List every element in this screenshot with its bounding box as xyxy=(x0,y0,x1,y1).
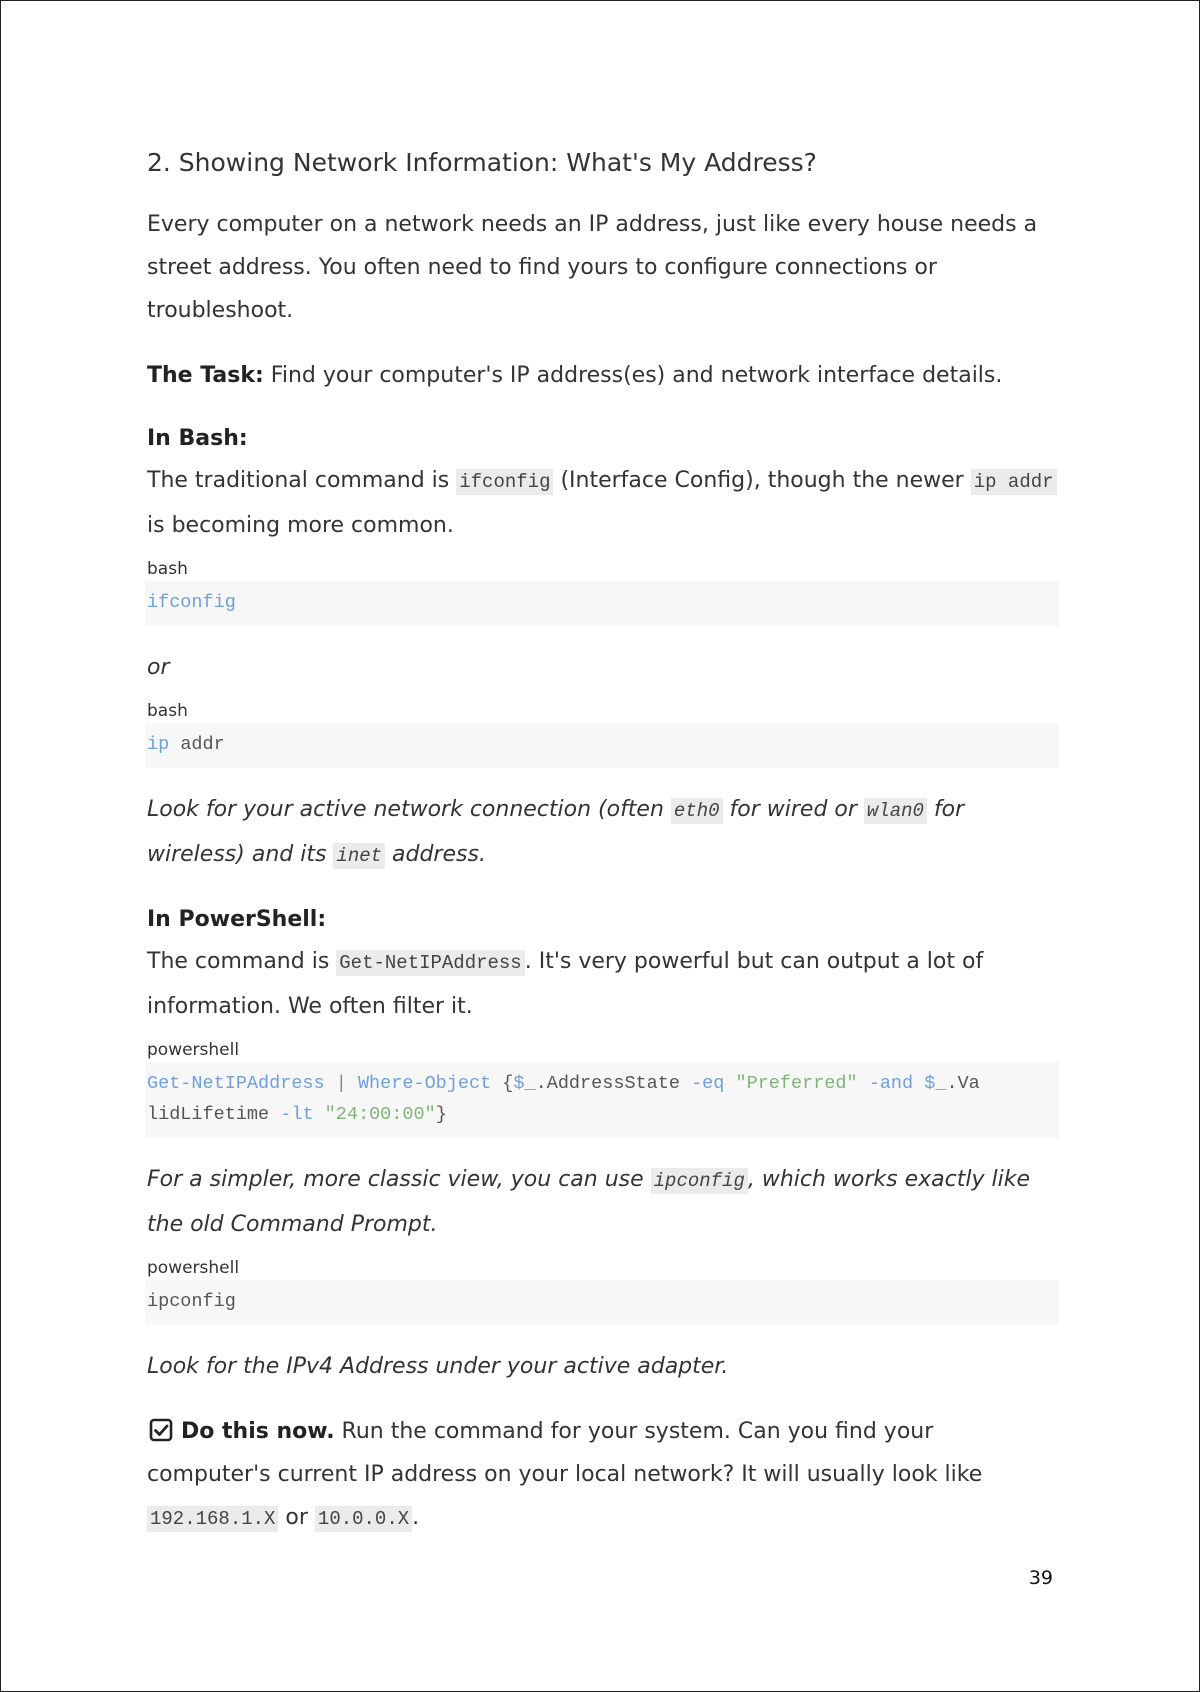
code-token: -lt xyxy=(280,1104,314,1125)
action-paragraph xyxy=(147,1410,1059,1541)
page-content xyxy=(147,143,1059,1563)
checkbox-checked-icon xyxy=(149,1414,173,1438)
code-token: Get-NetIPAddress xyxy=(147,1073,325,1094)
note-text: for wired or xyxy=(722,797,864,822)
bash-heading: In Bash: xyxy=(147,426,248,451)
or-text: or xyxy=(147,655,170,680)
inline-code-ip-example-a: 192.168.1.X xyxy=(147,1506,278,1532)
inline-code-ip-addr: ip addr xyxy=(971,469,1057,495)
bash-desc-text: is becoming more common. xyxy=(147,513,454,538)
note-text: address. xyxy=(385,842,486,867)
ps-desc-text: The command is xyxy=(147,949,337,974)
code-token: .AddressState xyxy=(535,1073,692,1094)
code-token: $_ xyxy=(924,1073,947,1094)
action-text: Run the command for your system. Can you find your computer's current IP address on your local network? It will usually look like xyxy=(147,1419,983,1487)
powershell-heading: In PowerShell: xyxy=(147,907,327,932)
code-block-ipconfig[interactable] xyxy=(145,1280,1059,1325)
inline-code-get-netipaddress: Get-NetIPAddress xyxy=(336,950,524,976)
inline-code-wlan0: wlan0 xyxy=(864,798,927,824)
action-text: or xyxy=(278,1505,315,1530)
powershell-note xyxy=(147,1158,1059,1246)
ipv4-note: Look for the IPv4 Address under your active adapter. xyxy=(147,1354,729,1379)
note-text: , which works exactly like the old Command Prompt. xyxy=(147,1167,1031,1237)
code-token: $_ xyxy=(513,1073,536,1094)
action-label: Do this now. xyxy=(181,1419,335,1444)
code-token: -and xyxy=(868,1073,914,1094)
task-text: Find your computer's IP address(es) and network interface details. xyxy=(263,363,1003,388)
code-token-command: ipconfig xyxy=(147,1291,236,1312)
inline-code-ipconfig: ipconfig xyxy=(651,1168,748,1194)
code-token xyxy=(858,1073,869,1094)
code-token: "Preferred" xyxy=(735,1073,858,1094)
code-token: lidLifetime xyxy=(147,1104,281,1125)
inline-code-inet: inet xyxy=(333,843,385,869)
code-token xyxy=(314,1104,325,1125)
code-token: "24:00:00" xyxy=(324,1104,436,1125)
bash-desc-text: (Interface Config), though the newer xyxy=(553,468,971,493)
code-token-command: ip xyxy=(147,734,170,755)
inline-code-eth0: eth0 xyxy=(671,798,723,824)
code-language-label: powershell xyxy=(147,1040,240,1060)
code-token xyxy=(913,1073,924,1094)
action-text: . xyxy=(412,1505,420,1530)
task-label: The Task: xyxy=(147,363,264,388)
note-text: Look for your active network connection (often xyxy=(147,797,671,822)
task-paragraph xyxy=(147,354,1059,397)
code-language-label: powershell xyxy=(147,1258,240,1278)
code-token: | xyxy=(324,1073,358,1094)
code-token: { xyxy=(491,1073,514,1094)
code-token-argument: addr xyxy=(169,734,225,755)
powershell-description xyxy=(147,940,1059,1028)
page-number: 39 xyxy=(1028,1567,1053,1589)
inline-code-ip-example-b: 10.0.0.X xyxy=(315,1506,412,1532)
ps-desc-text: . It's very powerful but can output a lot of information. We often filter it. xyxy=(147,949,984,1019)
code-token: Where-Object xyxy=(357,1073,492,1094)
intro-paragraph: Every computer on a network needs an IP address, just like every house needs a street address. You often need to find yours to configure connections or troubleshoot. xyxy=(147,212,1038,323)
bash-description xyxy=(147,459,1059,547)
inline-code-ifconfig: ifconfig xyxy=(456,469,553,495)
code-block-ip-addr[interactable] xyxy=(145,723,1059,768)
bash-note xyxy=(147,788,1059,878)
code-token-command: ifconfig xyxy=(147,592,236,613)
code-token: .Va xyxy=(946,1073,980,1094)
code-language-label: bash xyxy=(147,559,188,579)
code-token: -eq xyxy=(691,1073,725,1094)
bash-desc-text: The traditional command is xyxy=(147,468,457,493)
code-token xyxy=(724,1073,735,1094)
code-token: } xyxy=(435,1104,447,1125)
code-block-ifconfig[interactable] xyxy=(145,581,1059,626)
note-text: for wireless) and its xyxy=(147,797,965,867)
code-language-label: bash xyxy=(147,701,188,721)
note-text: For a simpler, more classic view, you can use xyxy=(147,1167,651,1192)
section-title: 2. Showing Network Information: What's My Address? xyxy=(147,148,817,177)
code-block-get-netipaddress[interactable] xyxy=(145,1062,1059,1138)
